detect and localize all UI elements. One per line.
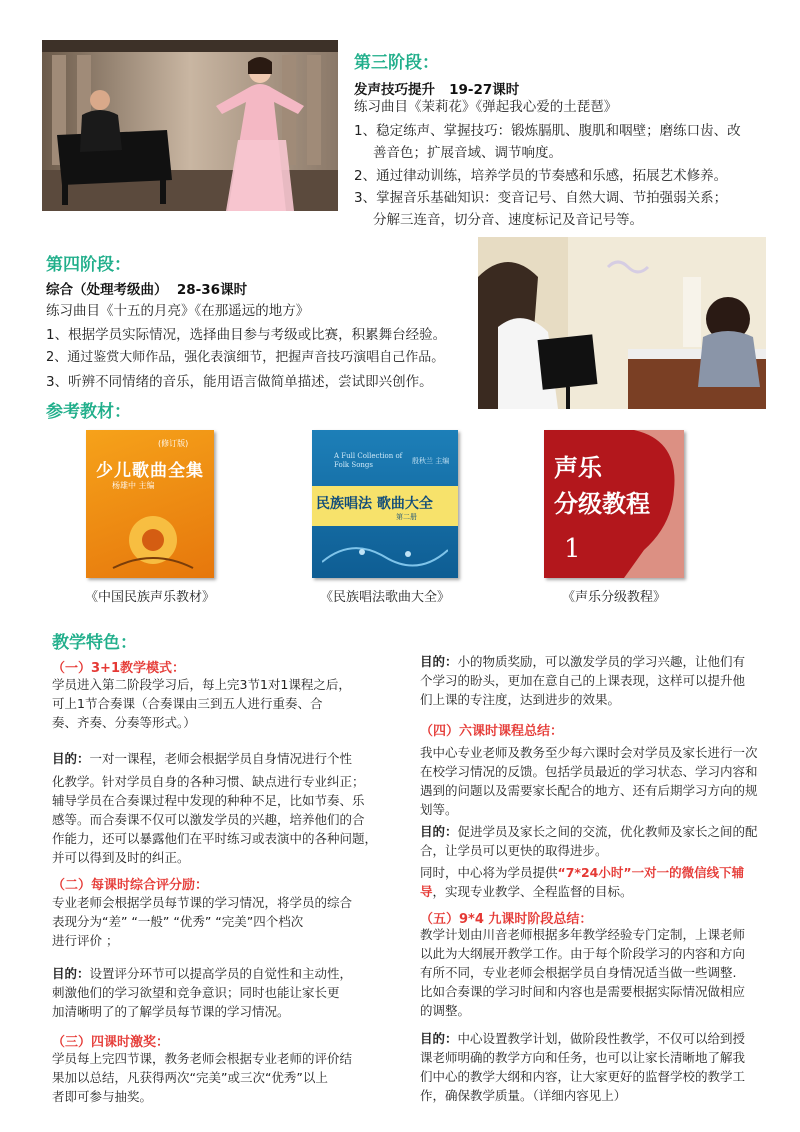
stage3-subtitle: 发声技巧提升 19-27课时: [354, 82, 520, 98]
feature2-goal: [52, 964, 352, 1021]
feature5-line-5: 的调整。: [420, 1003, 471, 1018]
feature5-goal: [420, 1029, 745, 1105]
book2-music-icon: [322, 532, 448, 572]
feature2-line-1: 专业老师会根据学员每节课的学习情况，将学员的综合: [52, 895, 353, 910]
book2-cover-author: 殷秋兰 主编: [412, 457, 450, 465]
feature1-line-2: 可上1节合奏课（合奏课由三到五人进行重奏、合: [52, 696, 323, 711]
stage3-item-3a: 3、掌握音乐基础知识：变音记号、自然大调、节拍强弱关系；: [354, 190, 728, 206]
book-caption-1: 《中国民族声乐教材》: [84, 590, 215, 605]
stage3-title: 第三阶段：: [354, 53, 439, 73]
feature3-line-1: 学员每上完四节课，教务老师会根据专业老师的评价结: [52, 1051, 353, 1066]
feature3-goal-first: 小的物质奖励，可以激发学员的学习兴趣，让他们有: [457, 654, 746, 669]
book-cover-3: [544, 430, 684, 578]
feature1-title: （一）3+1教学模式：: [52, 661, 185, 676]
stage4-pieces: 练习曲目《十五的月亮》《在那遥远的地方》: [46, 303, 310, 319]
feature3-goal: [420, 652, 745, 709]
feature5-title: （五）9*4 九课时阶段总结：: [420, 912, 593, 927]
feature2-goal-line-2: 加清晰明了的了解学员每节课的学习情况。: [52, 1004, 290, 1019]
book1-cover-author: 杨雄中 主编: [112, 481, 155, 490]
feature5-line-4: 比如合奏课的学习时间和内容也是需要根据实际情况做相应: [420, 984, 746, 999]
feature4-line-1: 我中心专业老师及教务至少每六课时会对学员及家长进行一次: [420, 745, 758, 760]
feature2-text: [52, 893, 352, 950]
feature5-line-3: 有所不同，专业老师会根据学员自身情况适当做一些调整.: [420, 965, 737, 980]
stage3-item-1b: 善音色；扩展音域、调节响度。: [373, 145, 562, 161]
feature4-goal-label: 目的：: [420, 824, 458, 839]
feature5-line-1: 教学计划由川音老师根据多年教学经验专门定制，上课老师: [420, 927, 746, 942]
book3-cover-title-1: 声乐: [554, 454, 602, 482]
feature3-goal-line-2: 们上课的专注度，达到进步的效果。: [420, 692, 621, 707]
feature2-line-2: 表现分为“差” “一般” “优秀” “完美”四个档次: [52, 914, 304, 929]
feature4-line-2: 在校学习情况的反馈。包括学员最近的学习状态、学习内容和: [420, 764, 758, 779]
feature4-line-3: 遇到的问题以及需要家长配合的地方、还有后期学习方向的规: [420, 783, 758, 798]
feature1-goal-line-4: 作能力，还可以暴露他们在平时练习或表演中的各种问题，: [52, 831, 378, 846]
stage3-item-1a: 1、稳定练声、掌握技巧：锻炼膈肌、腹肌和咽壁；磨练口齿、改: [354, 123, 741, 139]
book2-cover-title: 民族唱法 歌曲大全: [316, 496, 433, 512]
stage4-item-3: 3、听辨不同情绪的音乐，能用语言做简单描述，尝试即兴创作。: [46, 374, 433, 390]
practice-photo: [478, 237, 766, 409]
feature3-line-3: 者即可参与抽奖。: [52, 1089, 153, 1104]
feature3-text: [52, 1049, 352, 1106]
feature1-goal: [52, 749, 377, 867]
feature4-goal-first: 促进学员及家长之间的交流，优化教师及家长之间的配: [457, 824, 758, 839]
book-cover-1: [86, 430, 214, 578]
feature4-extra: [420, 863, 744, 901]
feature4-extra-red: “7*24小时”一对一的微信线下辅: [557, 865, 745, 880]
book1-flower-icon: [108, 500, 198, 570]
materials-title: 参考教材：: [46, 402, 131, 422]
feature1-goal-line-2: 辅导学员在合奏课过程中发现的种种不足，比如节奏、乐: [52, 793, 365, 808]
book1-cover-tag: (修订版): [158, 439, 189, 448]
feature3-line-2: 果加以总结，凡获得两次“完美”或三次“优秀”以上: [52, 1070, 328, 1085]
feature4-text: [420, 743, 758, 819]
book-caption-3: 《声乐分级教程》: [561, 590, 666, 605]
feature2-goal-line-1: 刺激他们的学习欲望和竞争意识；同时也能让家长更: [52, 985, 340, 1000]
feature4-title: （四）六课时课程总结：: [420, 724, 564, 739]
feature5-goal-first: 中心设置教学计划，做阶段性教学，不仅可以给到授: [457, 1031, 746, 1046]
feature4-goal: [420, 822, 758, 860]
feature5-line-2: 以此为大纲展开教学工作。由于每个阶段学习的内容和方向: [420, 946, 746, 961]
feature1-goal-line-5: 并可以得到及时的纠正。: [52, 850, 190, 865]
feature4-extra-red2: 导: [420, 884, 433, 899]
feature4-line-4: 划等。: [420, 802, 458, 817]
stage3-item-3b: 分解三连音，切分音、速度标记及音记号等。: [373, 212, 643, 228]
book1-cover-title: 少儿歌曲全集: [96, 461, 204, 481]
book3-cover-title-2: 分级教程: [554, 490, 650, 518]
feature1-text: [52, 675, 351, 732]
book-cover-2: [312, 430, 458, 578]
stage4-item-2: 2、通过鉴赏大师作品，强化表演细节，把握声音技巧演唱自己作品。: [46, 350, 445, 365]
book-caption-2: 《民族唱法歌曲大全》: [319, 590, 450, 605]
feature1-goal-first: 一对一课程，老师会根据学员自身情况进行个性: [89, 751, 353, 766]
book3-cover-num: 1: [564, 534, 581, 564]
feature1-goal-line-1: 化教学。针对学员自身的各种习惯、缺点进行专业纠正；: [52, 774, 365, 789]
feature5-text: [420, 925, 745, 1020]
feature3-goal-line-1: 个学习的盼头，更加在意自己的上课表现，这样可以提升他: [420, 673, 746, 688]
feature5-goal-line-1: 课老师明确的教学方向和任务，也可以让家长清晰地了解我: [420, 1050, 746, 1065]
stage3-pieces: 练习曲目《茉莉花》《弹起我心爱的土琵琶》: [354, 99, 618, 115]
feature2-line-3: 进行评价 ；: [52, 933, 119, 948]
feature2-title: （二）每课时综合评分励：: [52, 878, 209, 893]
book2-cover-vol: 第二册: [396, 513, 417, 521]
performance-photo: [42, 40, 338, 211]
feature2-goal-label: 目的：: [52, 966, 90, 981]
feature1-line-1: 学员进入第二阶段学习后，每上完3节1对1课程之后，: [52, 677, 351, 692]
feature4-extra-pre: 同时，中心将为学员提供: [420, 865, 558, 880]
stage4-subtitle: 综合（处理考级曲） 28-36课时: [46, 282, 248, 298]
stage3-item-2: 2、通过律动训练，培养学员的节奏感和乐感，拓展艺术修养。: [354, 168, 728, 184]
feature3-title: （三）四课时激奖：: [52, 1035, 170, 1050]
feature1-goal-label: 目的：: [52, 751, 90, 766]
feature1-line-3: 奏、齐奏、分奏等形式。）: [52, 715, 196, 730]
feature5-goal-label: 目的：: [420, 1031, 458, 1046]
feature3-goal-label: 目的：: [420, 654, 458, 669]
feature2-goal-first: 设置评分环节可以提高学员的自觉性和主动性，: [89, 966, 353, 981]
feature4-extra-post: ，实现专业教学、全程监督的目标。: [432, 884, 633, 899]
feature4-goal-line-1: 合，让学员可以更快的取得进步。: [420, 843, 608, 858]
features-title: 教学特色：: [52, 633, 137, 653]
feature5-goal-line-2: 们中心的教学大纲和内容，让大家更好的监督学校的教学工: [420, 1069, 746, 1084]
book2-cover-en: A Full Collection of Folk Songs: [334, 452, 403, 469]
feature5-goal-line-3: 作，确保教学质量。（详细内容见上）: [420, 1088, 627, 1103]
feature1-goal-line-3: 感等。而合奏课不仅可以激发学员的兴趣，培养他们的合: [52, 812, 365, 827]
stage4-title: 第四阶段：: [46, 255, 131, 275]
stage4-item-1: 1、根据学员实际情况，选择曲目参与考级或比赛，积累舞台经验。: [46, 327, 447, 343]
